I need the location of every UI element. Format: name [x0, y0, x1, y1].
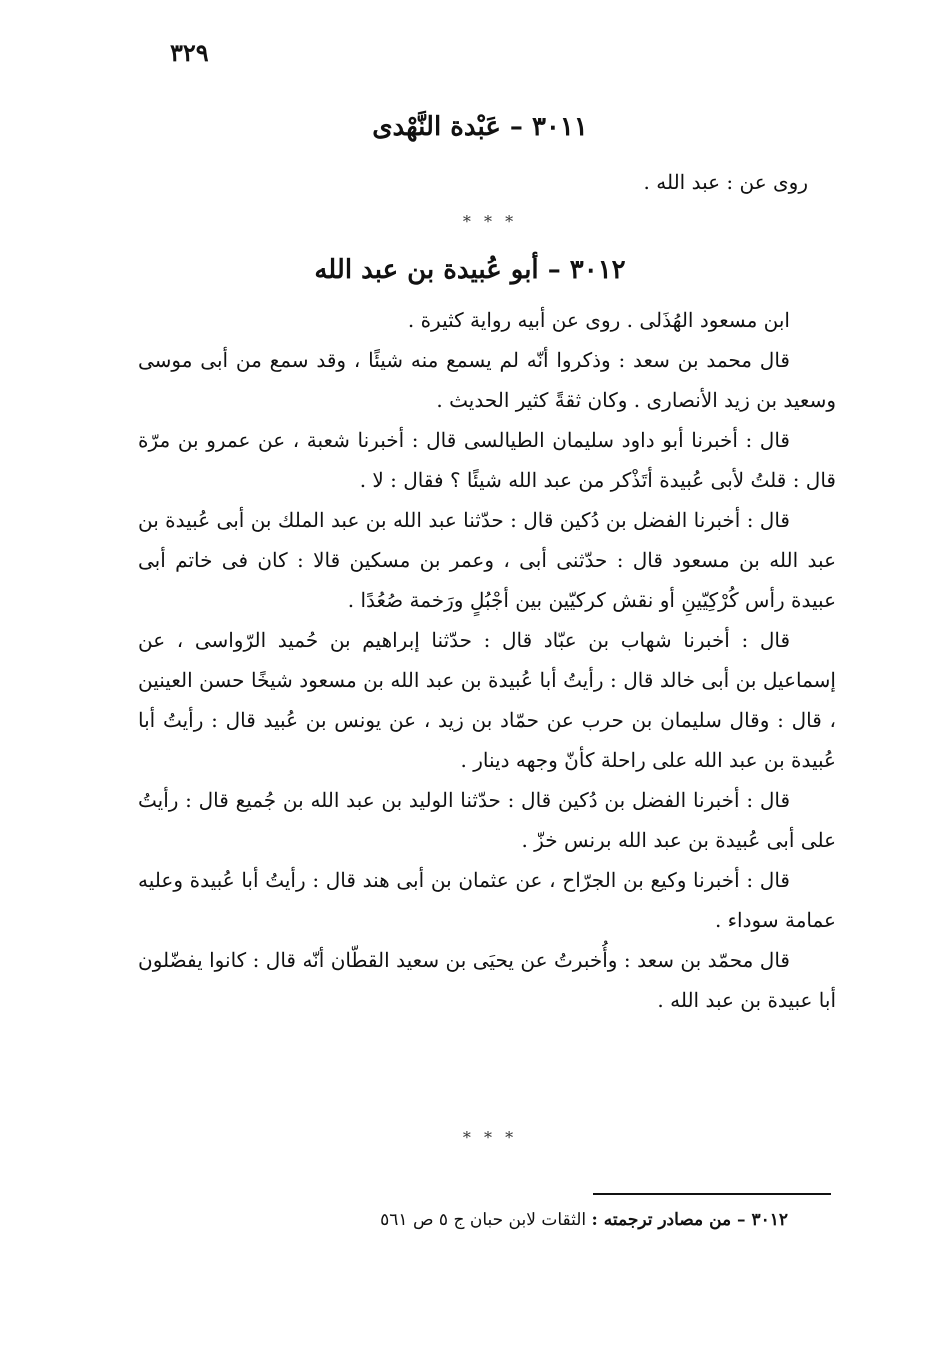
- paragraph: قال : أخبرنا شهاب بن عبّاد قال : حدّثنا إبراهيم بن حُميد الرّواسى ، عن إسماعيل بن أبى خالد قال : رأيتُ أبا عُبيدة بن عبد الله بن مسعود شيخًا حسن العينين ، قال : وقال سليمان بن حرب عن حمّاد بن زيد ، عن يونس بن عُبيد قال : رأيتُ أبا عُبيدة بن عبد الله على راحلة كأنّ وجهه دينار .: [138, 628, 836, 772]
- paragraph: قال محمد بن سعد : وذكروا أنّه لم يسمع منه شيئًا ، وقد سمع من أبى موسى وسعيد بن زيد الأنصارى . وكان ثقةً كثير الحديث .: [138, 348, 836, 412]
- entry-heading-3011: ٣٠١١ – عَبْدة النَّهْدى: [372, 112, 588, 142]
- paragraph: قال : أخبرنا أبو داود سليمان الطيالسى قال : أخبرنا شعبة ، عن عمرو بن مرّة قال : قلتُ لأبى عُبيدة أتَذْكر من عبد الله شيئًا ؟ فقال : لا .: [138, 428, 836, 492]
- page-number: ٣٢٩: [170, 38, 209, 67]
- footnote-divider: [593, 1193, 831, 1195]
- paragraph: قال محمّد بن سعد : وأُخبرتُ عن يحيَى بن سعيد القطّان أنّه قال : كانوا يفضّلون أبا عبيدة بن عبد الله .: [138, 948, 836, 1012]
- section-separator: * * *: [462, 212, 518, 231]
- footnote: [380, 1205, 788, 1235]
- entry-heading-3012: ٣٠١٢ – أبو عُبيدة بن عبد الله: [314, 255, 626, 285]
- paragraph: ابن مسعود الهُذَلى . روى عن أبيه رواية كثيرة .: [407, 308, 790, 332]
- footnote-label: ٣٠١٢ – من مصادر ترجمته :: [591, 1210, 788, 1230]
- paragraph: قال : أخبرنا الفضل بن دُكين قال : حدّثنا عبد الله بن عبد الملك بن أبى عُبيدة بن عبد الله بن مسعود قال : حدّثنى أبى ، وعمر بن مسكين قالا : كان فى خاتم أبى عبيدة رأس كُرْكِيّينِ أو نقش كركيّين بين أجْبُلٍ ورَخمة صُعُدًا .: [138, 508, 836, 612]
- footnote-text: الثقات لابن حبان ج ٥ ص ٥٦١: [380, 1210, 587, 1230]
- paragraph: قال : أخبرنا وكيع بن الجرّاح ، عن عثمان بن أبى هند قال : رأيتُ أبا عُبيدة وعليه عمامة سوداء .: [138, 868, 836, 932]
- section-separator: * * *: [462, 1128, 518, 1147]
- entry-3012-body: [138, 300, 836, 1020]
- entry-3011-body: روى عن : عبد الله .: [643, 170, 808, 194]
- paragraph: قال : أخبرنا الفضل بن دُكين قال : حدّثنا الوليد بن عبد الله بن جُميع قال : رأيتُ على أبى عُبيدة بن عبد الله برنس خزّ .: [138, 788, 836, 852]
